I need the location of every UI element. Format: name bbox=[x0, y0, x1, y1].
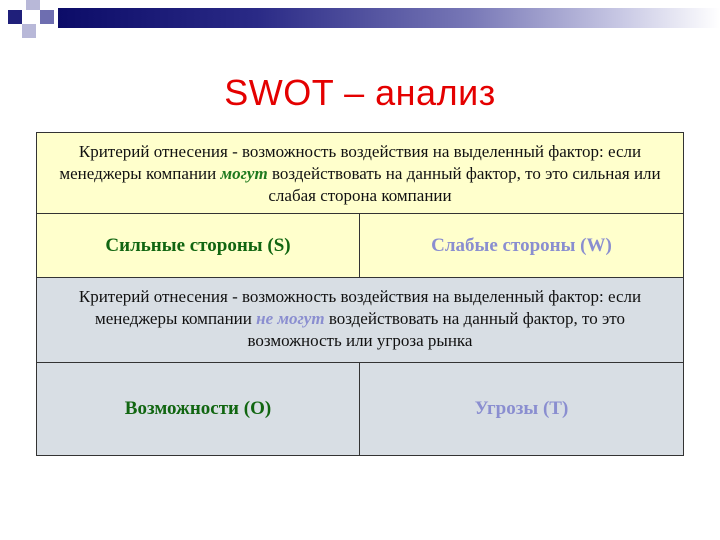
decor-square bbox=[24, 12, 36, 24]
header-gradient-bar bbox=[58, 8, 720, 28]
slide-title: SWOT – анализ bbox=[224, 72, 496, 113]
decor-square bbox=[40, 10, 54, 24]
external-criterion-text-end: воздействовать на данный фактор, то это возможность или угроза рынка bbox=[247, 309, 625, 350]
opportunities-label: Возможности (O) bbox=[124, 398, 272, 419]
decor-square bbox=[26, 0, 40, 10]
external-criterion-emphasis: не могут bbox=[256, 309, 325, 328]
internal-criterion-cell bbox=[37, 133, 683, 213]
weaknesses-cell bbox=[360, 214, 683, 277]
internal-criterion-emphasis: могут bbox=[220, 164, 268, 183]
row-divider bbox=[37, 277, 683, 278]
threats-label: Угрозы (T) bbox=[474, 398, 569, 419]
threats-cell bbox=[360, 363, 683, 455]
internal-criterion-text-end: воздействовать на данный фактор, то это сильная или слабая сторона компании bbox=[267, 164, 661, 205]
decor-square bbox=[22, 24, 36, 38]
internal-criterion-text: Критерий отнесения - возможность воздействия на выделенный фактор: если менеджеры компании bbox=[59, 142, 642, 183]
strengths-label: Сильные стороны (S) bbox=[105, 234, 291, 256]
external-criterion-text: Критерий отнесения - возможность воздействия на выделенный фактор: если менеджеры компании bbox=[78, 287, 642, 328]
external-criterion-cell bbox=[37, 278, 683, 362]
decor-square bbox=[8, 10, 22, 24]
column-divider bbox=[359, 363, 360, 455]
strengths-cell bbox=[37, 214, 359, 277]
opportunities-cell bbox=[37, 363, 359, 455]
swot-table bbox=[36, 132, 684, 456]
row-divider bbox=[37, 213, 683, 214]
weaknesses-label: Слабые стороны (W) bbox=[431, 234, 612, 256]
column-divider bbox=[359, 214, 360, 277]
row-divider bbox=[37, 362, 683, 363]
header-decoration bbox=[0, 0, 720, 50]
